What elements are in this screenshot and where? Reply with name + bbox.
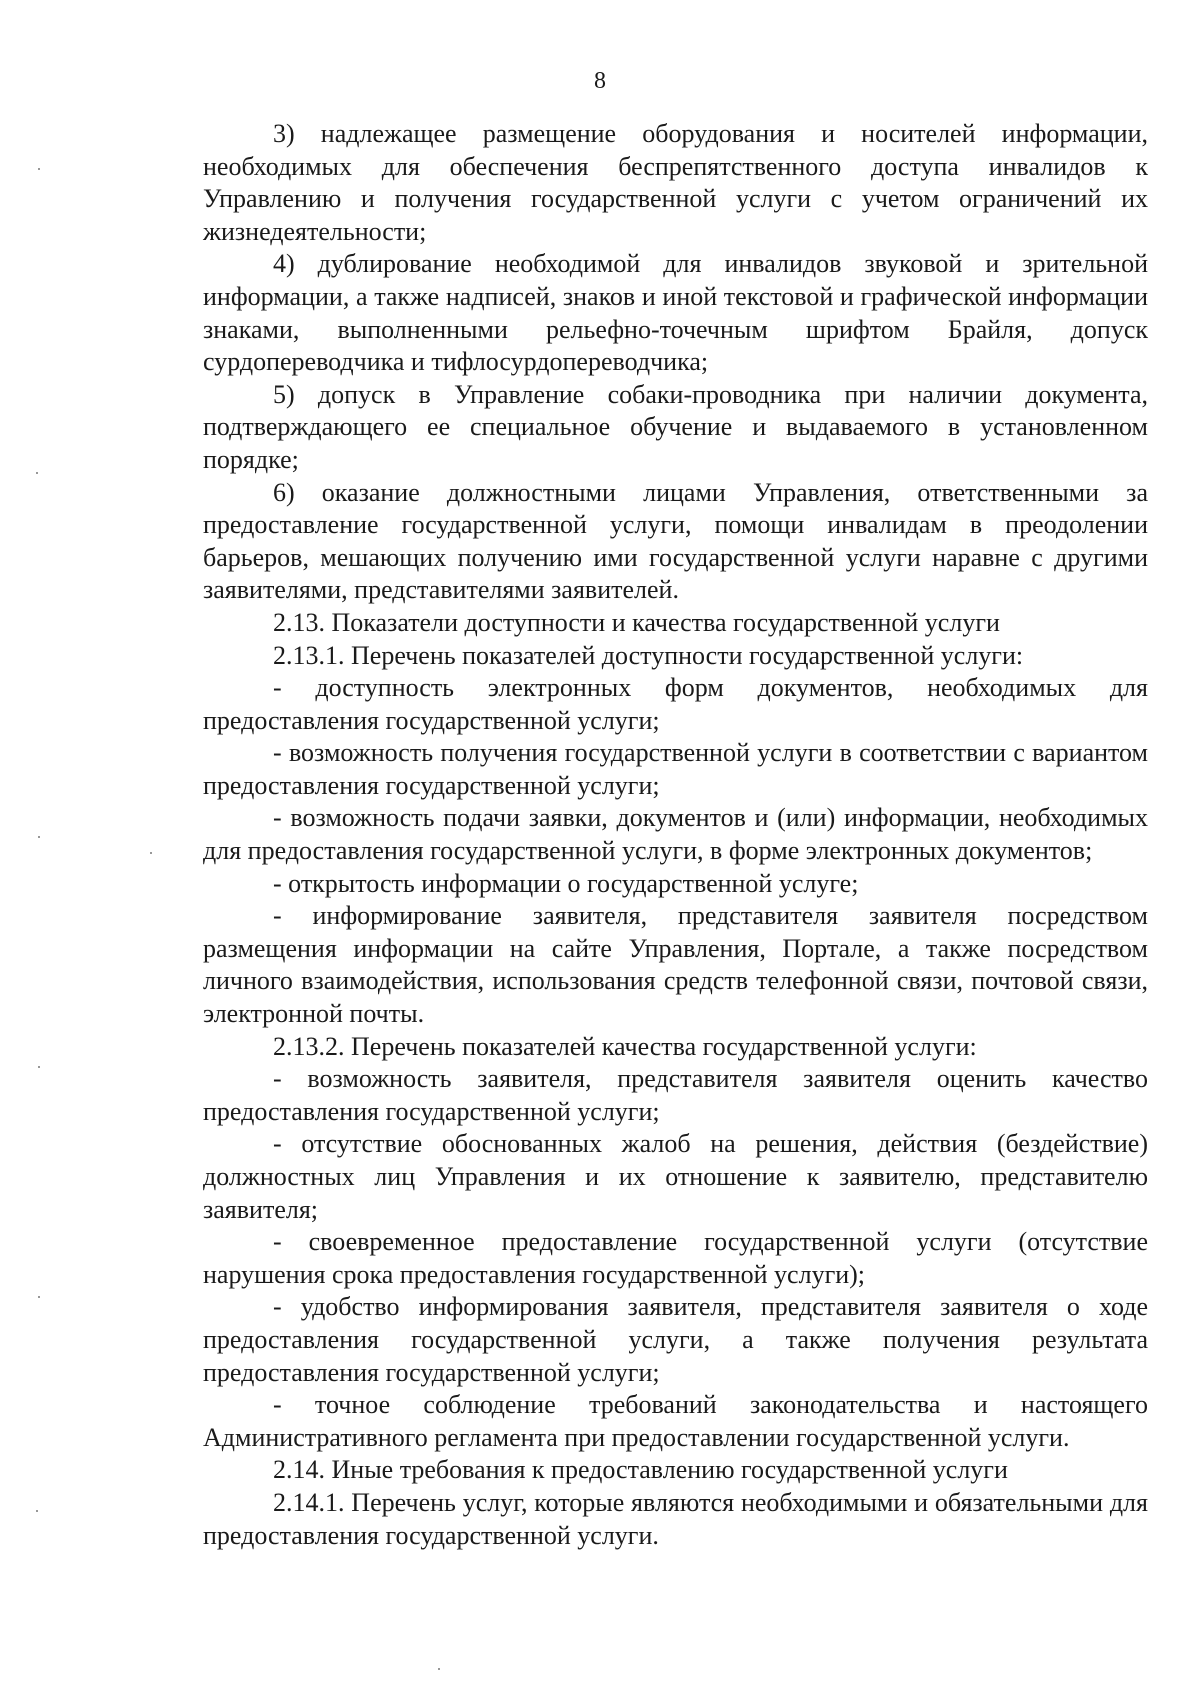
list-item: - своевременное предоставление государственной услуги (отсутствие нарушения срока предоставления государственной услуги); [203, 1227, 1148, 1289]
section-heading-2-14: 2.14. Иные требования к предоставлению государственной услуги [273, 1455, 1008, 1485]
list-item: - удобство информирования заявителя, представителя заявителя о ходе предоставления государственной услуги, а также получения результата предоставления государственной услуги; [203, 1292, 1148, 1387]
scan-speck [36, 1510, 38, 1512]
document-body [203, 118, 1148, 1552]
subsection-heading-2-14-1: 2.14.1. Перечень услуг, которые являются необходимыми и обязательными для предоставления государственной услуги. [203, 1487, 1148, 1550]
list-item: - точное соблюдение требований законодательства и настоящего Административного регламента при предоставлении государственной услуги. [203, 1390, 1148, 1452]
list-item: - возможность подачи заявки, документов и (или) информации, необходимых для предоставления государственной услуги, в форме электронных документов; [203, 803, 1148, 866]
paragraph-item-6: 6) оказание должностными лицами Управления, ответственными за предоставление государственной услуги, помощи инвалидам в преодолении барьеров, мешающих получению ими государственной услуги наравне с другими заявителями, представителями заявителей. [203, 477, 1148, 605]
scan-speck [38, 168, 40, 170]
scan-speck [36, 472, 38, 474]
scan-speck [438, 1668, 440, 1670]
paragraph-item-5: 5) допуск в Управление собаки-проводника при наличии документа, подтверждающего ее специальное обучение и выдаваемого в установленном порядке; [203, 379, 1148, 474]
list-item: - информирование заявителя, представителя заявителя посредством размещения информации на сайте Управления, Портале, а также посредством личного взаимодействия, использования средств телефонной связи, почтовой связи, электронной почты. [203, 901, 1148, 1029]
list-item: - возможность получения государственной услуги в соответствии с вариантом предоставления государственной услуги; [203, 738, 1148, 800]
paragraph-item-4: 4) дублирование необходимой для инвалидов звуковой и зрительной информации, а также надписей, знаков и иной текстовой и графической информации знаками, выполненными рельефно-точечным шрифтом Брайля, допуск сурдопереводчика и тифлосурдопереводчика; [203, 249, 1148, 377]
list-item: - открытость информации о государственной услуге; [273, 868, 859, 898]
scan-speck [150, 852, 152, 854]
subsection-heading-2-13-2: 2.13.2. Перечень показателей качества государственной услуги: [273, 1031, 977, 1061]
page-number: 8 [594, 68, 606, 94]
scan-speck [38, 836, 40, 838]
scan-speck [38, 1066, 40, 1068]
scan-speck [38, 1296, 40, 1298]
list-item: - отсутствие обоснованных жалоб на решения, действия (бездействие) должностных лиц Управления и их отношение к заявителю, представителю заявителя; [203, 1129, 1148, 1224]
list-item: - доступность электронных форм документов, необходимых для предоставления государственной услуги; [203, 673, 1148, 735]
list-item: - возможность заявителя, представителя заявителя оценить качество предоставления государственной услуги; [203, 1064, 1148, 1126]
section-heading-2-13: 2.13. Показатели доступности и качества государственной услуги [273, 607, 1000, 637]
subsection-heading-2-13-1: 2.13.1. Перечень показателей доступности государственной услуги: [273, 640, 1024, 670]
paragraph-item-3: 3) надлежащее размещение оборудования и носителей информации, необходимых для обеспечения беспрепятственного доступа инвалидов к Управлению и получения государственной услуги с учетом ограничений их жизнедеятельности; [203, 119, 1148, 246]
